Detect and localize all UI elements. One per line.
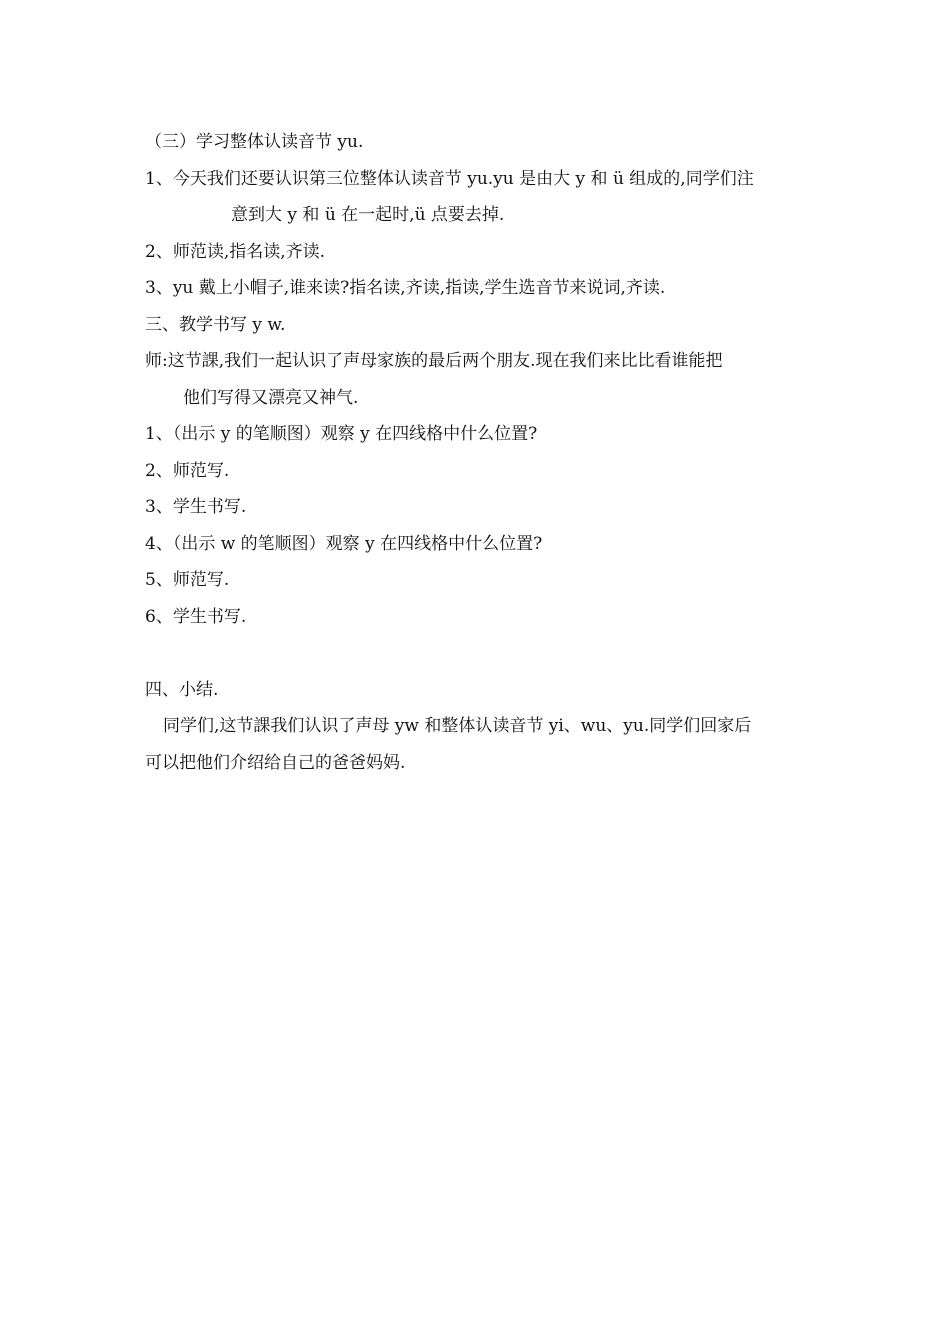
list-item: 5、师范写. [145,570,230,590]
section-heading: 四、小结. [145,679,219,700]
list-item: 3、学生书写. [145,497,247,517]
section-heading: （三）学习整体认读音节 yu. [145,132,364,152]
list-item: 3、yu 戴上小帽子,谁来读?指名读,齐读,指读,学生选音节来说词,齐读. [145,278,666,298]
list-item: 4、（出示 w 的笔顺图）观察 y 在四线格中什么位置? [145,533,543,554]
list-item: 6、学生书写. [145,606,247,627]
list-item-continuation: 意到大 y 和 ü 在一起时,ü 点要去掉. [231,205,505,225]
paragraph-continuation: 他们写得又漂亮又神气. [183,387,359,408]
paragraph-continuation: 可以把他们介绍给自己的爸爸妈妈. [145,752,406,773]
paragraph: 师:这节課,我们一起认识了声母家族的最后两个朋友.现在我们来比比看谁能把 [145,351,723,371]
list-item: 2、师范写. [145,460,230,481]
blank-line [145,635,810,672]
section-heading: 三、教学书写 y w. [145,314,286,335]
document-body [145,124,810,781]
list-item: 1、今天我们还要认识第三位整体认读音节 yu.yu 是由大 y 和 ü 组成的,同学们注 [145,168,754,189]
paragraph: 同学们,这节課我们认识了声母 yw 和整体认读音节 yi、wu、yu.同学们回家后 [163,716,752,736]
list-item: 2、师范读,指名读,齐读. [145,241,326,262]
list-item: 1、（出示 y 的笔顺图）观察 y 在四线格中什么位置? [145,424,538,444]
